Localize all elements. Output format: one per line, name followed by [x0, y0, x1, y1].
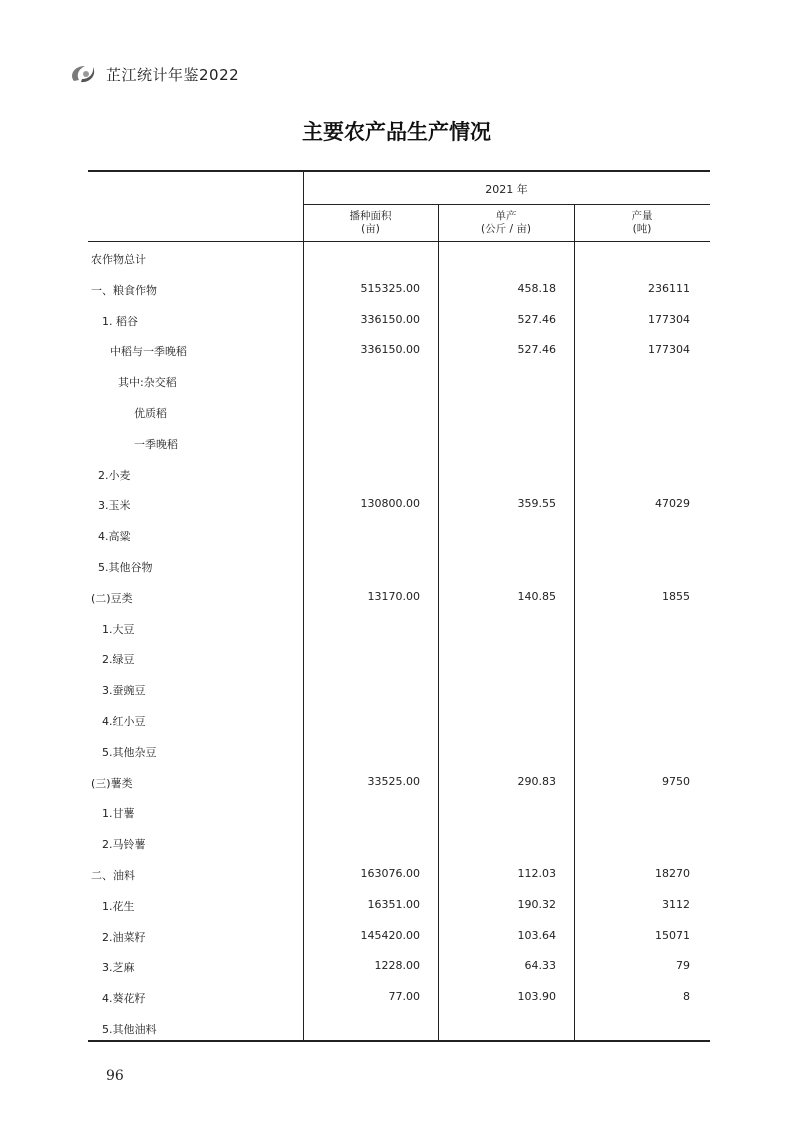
table-row — [88, 427, 710, 458]
table-row — [88, 365, 710, 396]
cell-output: 15071 — [655, 928, 690, 942]
cell-yield: 140.85 — [517, 589, 556, 603]
cell-area: 13170.00 — [367, 589, 420, 603]
row-label: 4.红小豆 — [102, 715, 146, 728]
cell-area: 33525.00 — [367, 774, 420, 788]
row-label: 3.玉米 — [98, 499, 131, 513]
column-header-area — [303, 210, 438, 236]
table-row — [88, 735, 710, 766]
column-name: 播种面积 — [349, 210, 392, 222]
table-row — [88, 1012, 710, 1043]
table-row — [88, 458, 710, 489]
row-label: 1.花生 — [102, 899, 135, 913]
row-label: 5.其他杂豆 — [102, 745, 157, 759]
top-rule — [88, 170, 710, 172]
row-label: 3.蚕豌豆 — [102, 684, 146, 698]
cell-area: 16351.00 — [367, 897, 420, 911]
cell-yield: 527.46 — [517, 312, 556, 326]
cell-yield: 458.18 — [517, 281, 556, 295]
cell-output: 3112 — [662, 897, 690, 911]
cell-output: 236111 — [648, 281, 690, 295]
column-name: 单产 — [495, 210, 517, 222]
cell-area: 515325.00 — [360, 281, 420, 295]
yearbook-title: 芷江统计年鉴2022 — [106, 65, 240, 84]
table-row — [88, 796, 710, 827]
column-unit: (亩) — [361, 223, 380, 235]
row-label: 2.油菜籽 — [102, 930, 146, 944]
year-underline — [303, 204, 710, 205]
table-row — [88, 581, 710, 612]
table-row — [88, 642, 710, 673]
page-title: 主要农产品生产情况 — [302, 119, 491, 144]
row-label: 优质稻 — [134, 407, 167, 420]
column-unit: (吨) — [632, 223, 652, 235]
table-row — [88, 550, 710, 581]
cell-output: 47029 — [655, 497, 690, 511]
column-unit: (公斤 / 亩) — [481, 223, 531, 235]
row-label: 2.小麦 — [98, 468, 131, 482]
table-row — [88, 889, 710, 920]
table-row — [88, 612, 710, 643]
page-header — [68, 62, 239, 86]
yearbook-logo-icon — [68, 63, 98, 85]
cell-area: 145420.00 — [360, 928, 420, 942]
row-label: 5.其他油料 — [102, 1023, 157, 1036]
cell-output: 177304 — [648, 343, 690, 357]
table-row — [88, 673, 710, 704]
table-row — [88, 704, 710, 735]
year-header: 2021 年 — [485, 183, 528, 196]
table-row — [88, 766, 710, 797]
cell-output: 9750 — [662, 774, 690, 788]
page-number: 96 — [106, 1068, 124, 1084]
cell-yield: 290.83 — [517, 774, 556, 788]
row-label: (二)豆类 — [91, 591, 133, 605]
table-row — [88, 273, 710, 304]
table-row — [88, 827, 710, 858]
row-label: 一季晚稻 — [134, 437, 178, 451]
row-label: 农作物总计 — [91, 253, 146, 266]
cell-yield: 190.32 — [517, 897, 556, 911]
table-row — [88, 488, 710, 519]
cell-output: 8 — [683, 990, 690, 1004]
row-label: (三)薯类 — [91, 776, 133, 790]
cell-output: 1855 — [662, 589, 690, 603]
table-row — [88, 981, 710, 1012]
row-label: 3.芝麻 — [102, 961, 135, 975]
cell-area: 1228.00 — [374, 959, 420, 973]
cell-yield: 527.46 — [517, 343, 556, 357]
row-label: 2.绿豆 — [102, 653, 135, 667]
column-name: 产量 — [631, 210, 653, 222]
row-label: 一、粮食作物 — [91, 283, 157, 297]
cell-area: 130800.00 — [360, 497, 420, 511]
table-row — [88, 950, 710, 981]
row-label: 4.葵花籽 — [102, 992, 146, 1006]
cell-area: 163076.00 — [360, 867, 420, 880]
cell-yield: 103.64 — [517, 928, 556, 942]
cell-area: 336150.00 — [360, 343, 420, 357]
row-label: 2.马铃薯 — [102, 838, 146, 852]
cell-area: 77.00 — [388, 990, 420, 1004]
table-row — [88, 920, 710, 951]
cell-output: 79 — [676, 959, 690, 973]
cell-area: 336150.00 — [360, 312, 420, 326]
table-row — [88, 858, 710, 889]
row-label: 其中:杂交稻 — [118, 376, 177, 390]
row-label: 1.大豆 — [102, 622, 135, 636]
table-row — [88, 304, 710, 335]
column-header-output — [574, 210, 710, 236]
row-label: 5.其他谷物 — [98, 561, 153, 574]
cell-yield: 64.33 — [524, 959, 556, 973]
cell-yield: 112.03 — [517, 867, 556, 880]
cell-yield: 359.55 — [517, 497, 556, 511]
table-row — [88, 242, 710, 273]
table-row — [88, 519, 710, 550]
table-row — [88, 396, 710, 427]
cell-yield: 103.90 — [517, 990, 556, 1004]
column-header-yield — [438, 210, 574, 236]
data-table — [88, 170, 710, 1042]
row-label: 中稻与一季晚稻 — [110, 345, 187, 359]
row-label: 4.高粱 — [98, 530, 131, 544]
row-label: 1.甘薯 — [102, 807, 135, 821]
table-row — [88, 334, 710, 365]
cell-output: 18270 — [655, 867, 690, 880]
cell-output: 177304 — [648, 312, 690, 326]
row-label: 二、油料 — [91, 869, 135, 882]
row-label: 1. 稻谷 — [102, 314, 138, 328]
